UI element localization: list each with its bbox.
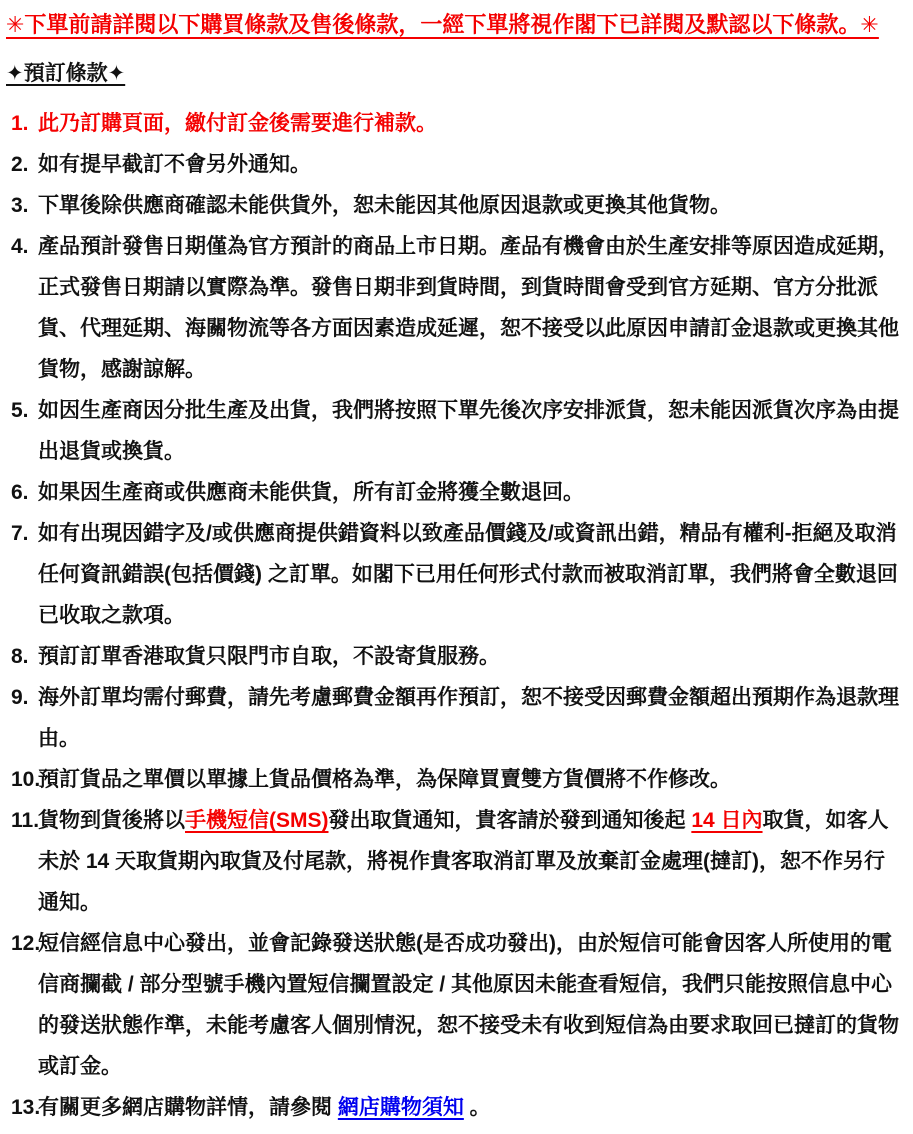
term-text: 預訂訂單香港取貨只限門市自取，不設寄貨服務。 — [38, 645, 500, 668]
term-item-10 — [6, 759, 905, 800]
term-text: 發出取貨通知，貴客請於發到通知後起 — [328, 809, 692, 832]
term-text: 預訂貨品之單價以單據上貨品價格為準，為保障買賣雙方貨價將不作修改。 — [38, 768, 731, 791]
term-text: 海外訂單均需付郵費，請先考慮郵費金額再作預訂，恕不接受因郵費金額超出預期作為退款理由。 — [38, 686, 899, 750]
term-text: 如有出現因錯字及/或供應商提供錯資料以致產品價錢及/或資訊出錯，精品有權利-拒絕及取消任何資訊錯誤(包括價錢) 之訂單。如閣下已用任何形式付款而被取消訂單，我們將會全數退回已收取之款項。 — [38, 522, 898, 627]
term-content — [38, 768, 731, 791]
term-text: 如有提早截訂不會另外通知。 — [38, 153, 311, 176]
term-number: 10. — [11, 768, 41, 791]
term-text: 下單後除供應商確認未能供貨外，恕未能因其他原因退款或更換其他貨物。 — [38, 194, 731, 217]
term-text: 如因生產商因分批生產及出貨，我們將按照下單先後次序安排派貨，恕未能因派貨次序為由提出退貨或換貨。 — [38, 399, 899, 463]
term-number: 8. — [11, 645, 29, 668]
term-content — [38, 686, 899, 750]
term-number: 4. — [11, 235, 29, 258]
term-text: 此乃訂購頁面，繳付訂金後需要進行補款。 — [38, 112, 437, 135]
term-content — [38, 235, 899, 381]
term-text: 貨物到貨後將以 — [38, 809, 185, 832]
term-number: 12. — [11, 932, 41, 955]
term-item-3 — [6, 185, 905, 226]
sms-notification-highlight: 手機短信(SMS) — [185, 809, 329, 832]
term-number: 7. — [11, 522, 29, 545]
term-number: 9. — [11, 686, 29, 709]
term-text: 如果因生產商或供應商未能供貨，所有訂金將獲全數退回。 — [38, 481, 584, 504]
term-number: 2. — [11, 153, 29, 176]
term-content — [38, 112, 437, 135]
term-content — [38, 481, 584, 504]
term-item-8 — [6, 636, 905, 677]
section-heading-preorder-terms: ✦預訂條款✦ — [6, 62, 126, 85]
term-item-13 — [6, 1087, 905, 1128]
term-number: 5. — [11, 399, 29, 422]
term-content — [38, 645, 500, 668]
term-content — [38, 194, 731, 217]
preorder-notice-banner: ✳下單前請詳閱以下購買條款及售後條款，一經下單將視作閣下已詳閱及默認以下條款。✳ — [6, 12, 879, 37]
term-text: 短信經信息中心發出，並會記錄發送狀態(是否成功發出)，由於短信可能會因客人所使用的電信商攔截 / 部分型號手機內置短信攔置設定 / 其他原因未能查看短信，我們只能按照信息中心的發送狀態作準，未能考慮客人個別情況，恕不接受未有收到短信為由要求取回已撻訂的貨物或訂金。 — [38, 932, 899, 1078]
term-item-11 — [6, 800, 905, 923]
pickup-deadline-highlight: 14 日內 — [691, 809, 763, 832]
term-content — [38, 809, 889, 914]
term-number: 1. — [11, 112, 29, 135]
term-content — [38, 153, 311, 176]
term-item-4 — [6, 226, 905, 390]
term-content — [38, 1096, 491, 1119]
term-item-1 — [6, 103, 905, 144]
term-number: 6. — [11, 481, 29, 504]
term-content — [38, 522, 898, 627]
term-text: 取貨，如客人未於 14 天取貨期內取貨及付尾款，將視作貴客取消訂單及放棄訂金處理(撻訂)，恕不作另行通知。 — [38, 809, 889, 914]
term-text: 有關更多網店購物詳情，請參閱 — [38, 1096, 338, 1119]
term-number: 13. — [11, 1096, 41, 1119]
term-item-7 — [6, 513, 905, 636]
terms-list — [6, 103, 905, 1128]
store-shopping-guide-link[interactable]: 網店購物須知 — [337, 1096, 464, 1119]
term-content — [38, 932, 899, 1078]
term-text: 產品預計發售日期僅為官方預計的商品上市日期。產品有機會由於生產安排等原因造成延期，正式發售日期請以實際為準。發售日期非到貨時間，到貨時間會受到官方延期、官方分批派貨、代理延期、海關物流等各方面因素造成延遲，恕不接受以此原因申請訂金退款或更換其他貨物，感謝諒解。 — [38, 235, 899, 381]
term-number: 3. — [11, 194, 29, 217]
term-number: 11. — [11, 809, 40, 832]
term-item-2 — [6, 144, 905, 185]
term-content — [38, 399, 899, 463]
term-text: 。 — [463, 1096, 491, 1119]
term-item-6 — [6, 472, 905, 513]
term-item-9 — [6, 677, 905, 759]
term-item-5 — [6, 390, 905, 472]
